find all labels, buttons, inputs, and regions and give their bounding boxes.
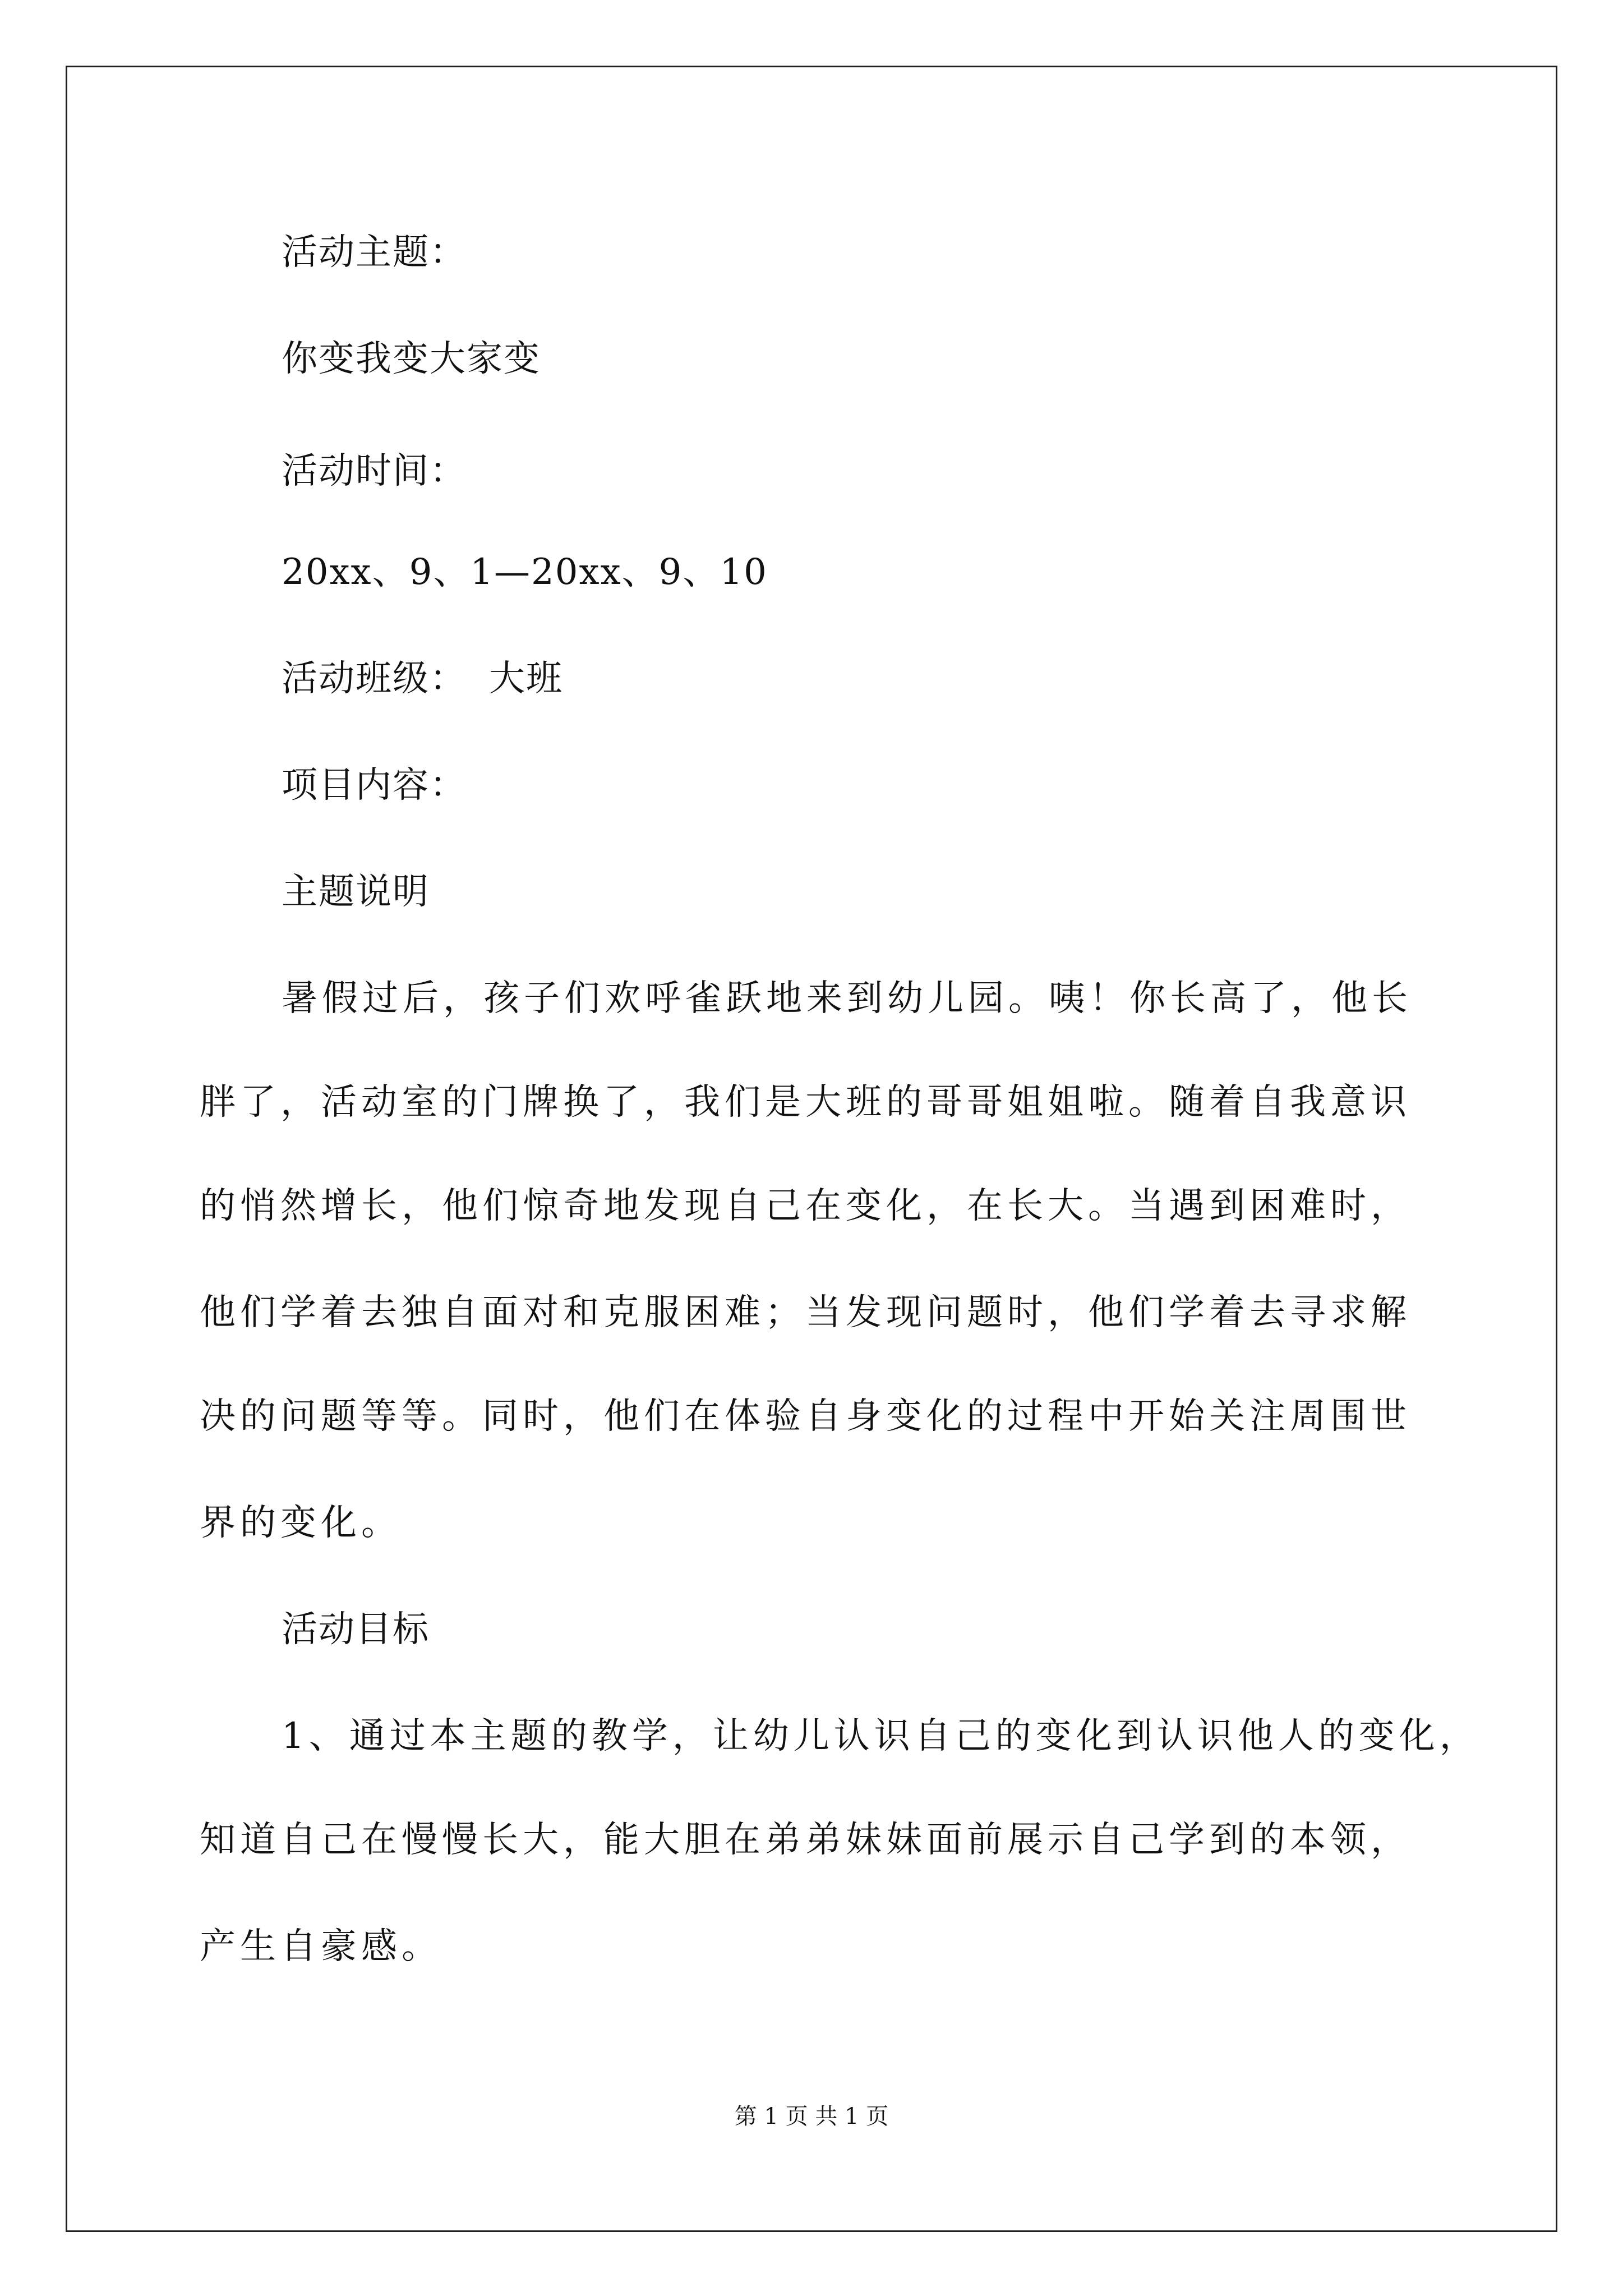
paragraph-line: 暑假过后，孩子们欢呼雀跃地来到幼儿园。咦！你长高了，他长 (282, 978, 1412, 1019)
paragraph-line: 他们学着去独自面对和克服困难；当发现问题时，他们学着去寻求解 (200, 1292, 1411, 1333)
time-label: 活动时间： (282, 450, 467, 492)
class-row (282, 656, 563, 701)
paragraph-line: 知道自己在慢慢长大，能大胆在弟弟妹妹面前展示自己学到的本领， (200, 1819, 1411, 1861)
paragraph-line: 胖了，活动室的门牌换了，我们是大班的哥哥姐姐啦。随着自我意识 (200, 1082, 1411, 1123)
class-value: 大班 (489, 658, 563, 700)
page-border (66, 66, 1557, 2232)
class-label: 活动班级： (282, 658, 467, 700)
page-footer: 第 1 页 共 1 页 (734, 2104, 889, 2129)
section-title-theme-description: 主题说明 (282, 871, 430, 913)
paragraph-line: 的悄然增长，他们惊奇地发现自己在变化，在长大。当遇到困难时， (200, 1185, 1411, 1227)
time-value: 20xx、9、1—20xx、9、10 (282, 551, 768, 593)
paragraph-line: 1、通过本主题的教学，让幼儿认识自己的变化到认识他人的变化， (282, 1715, 1480, 1757)
section-title-goals: 活动目标 (282, 1609, 430, 1650)
theme-label: 活动主题： (282, 232, 467, 273)
paragraph-line: 界的变化。 (200, 1502, 402, 1544)
paragraph-line: 决的问题等等。同时，他们在体验自身变化的过程中开始关注周围世 (200, 1396, 1411, 1437)
content-label: 项目内容： (282, 765, 467, 806)
paragraph-line: 产生自豪感。 (200, 1926, 442, 1967)
theme-value: 你变我变大家变 (282, 338, 541, 380)
